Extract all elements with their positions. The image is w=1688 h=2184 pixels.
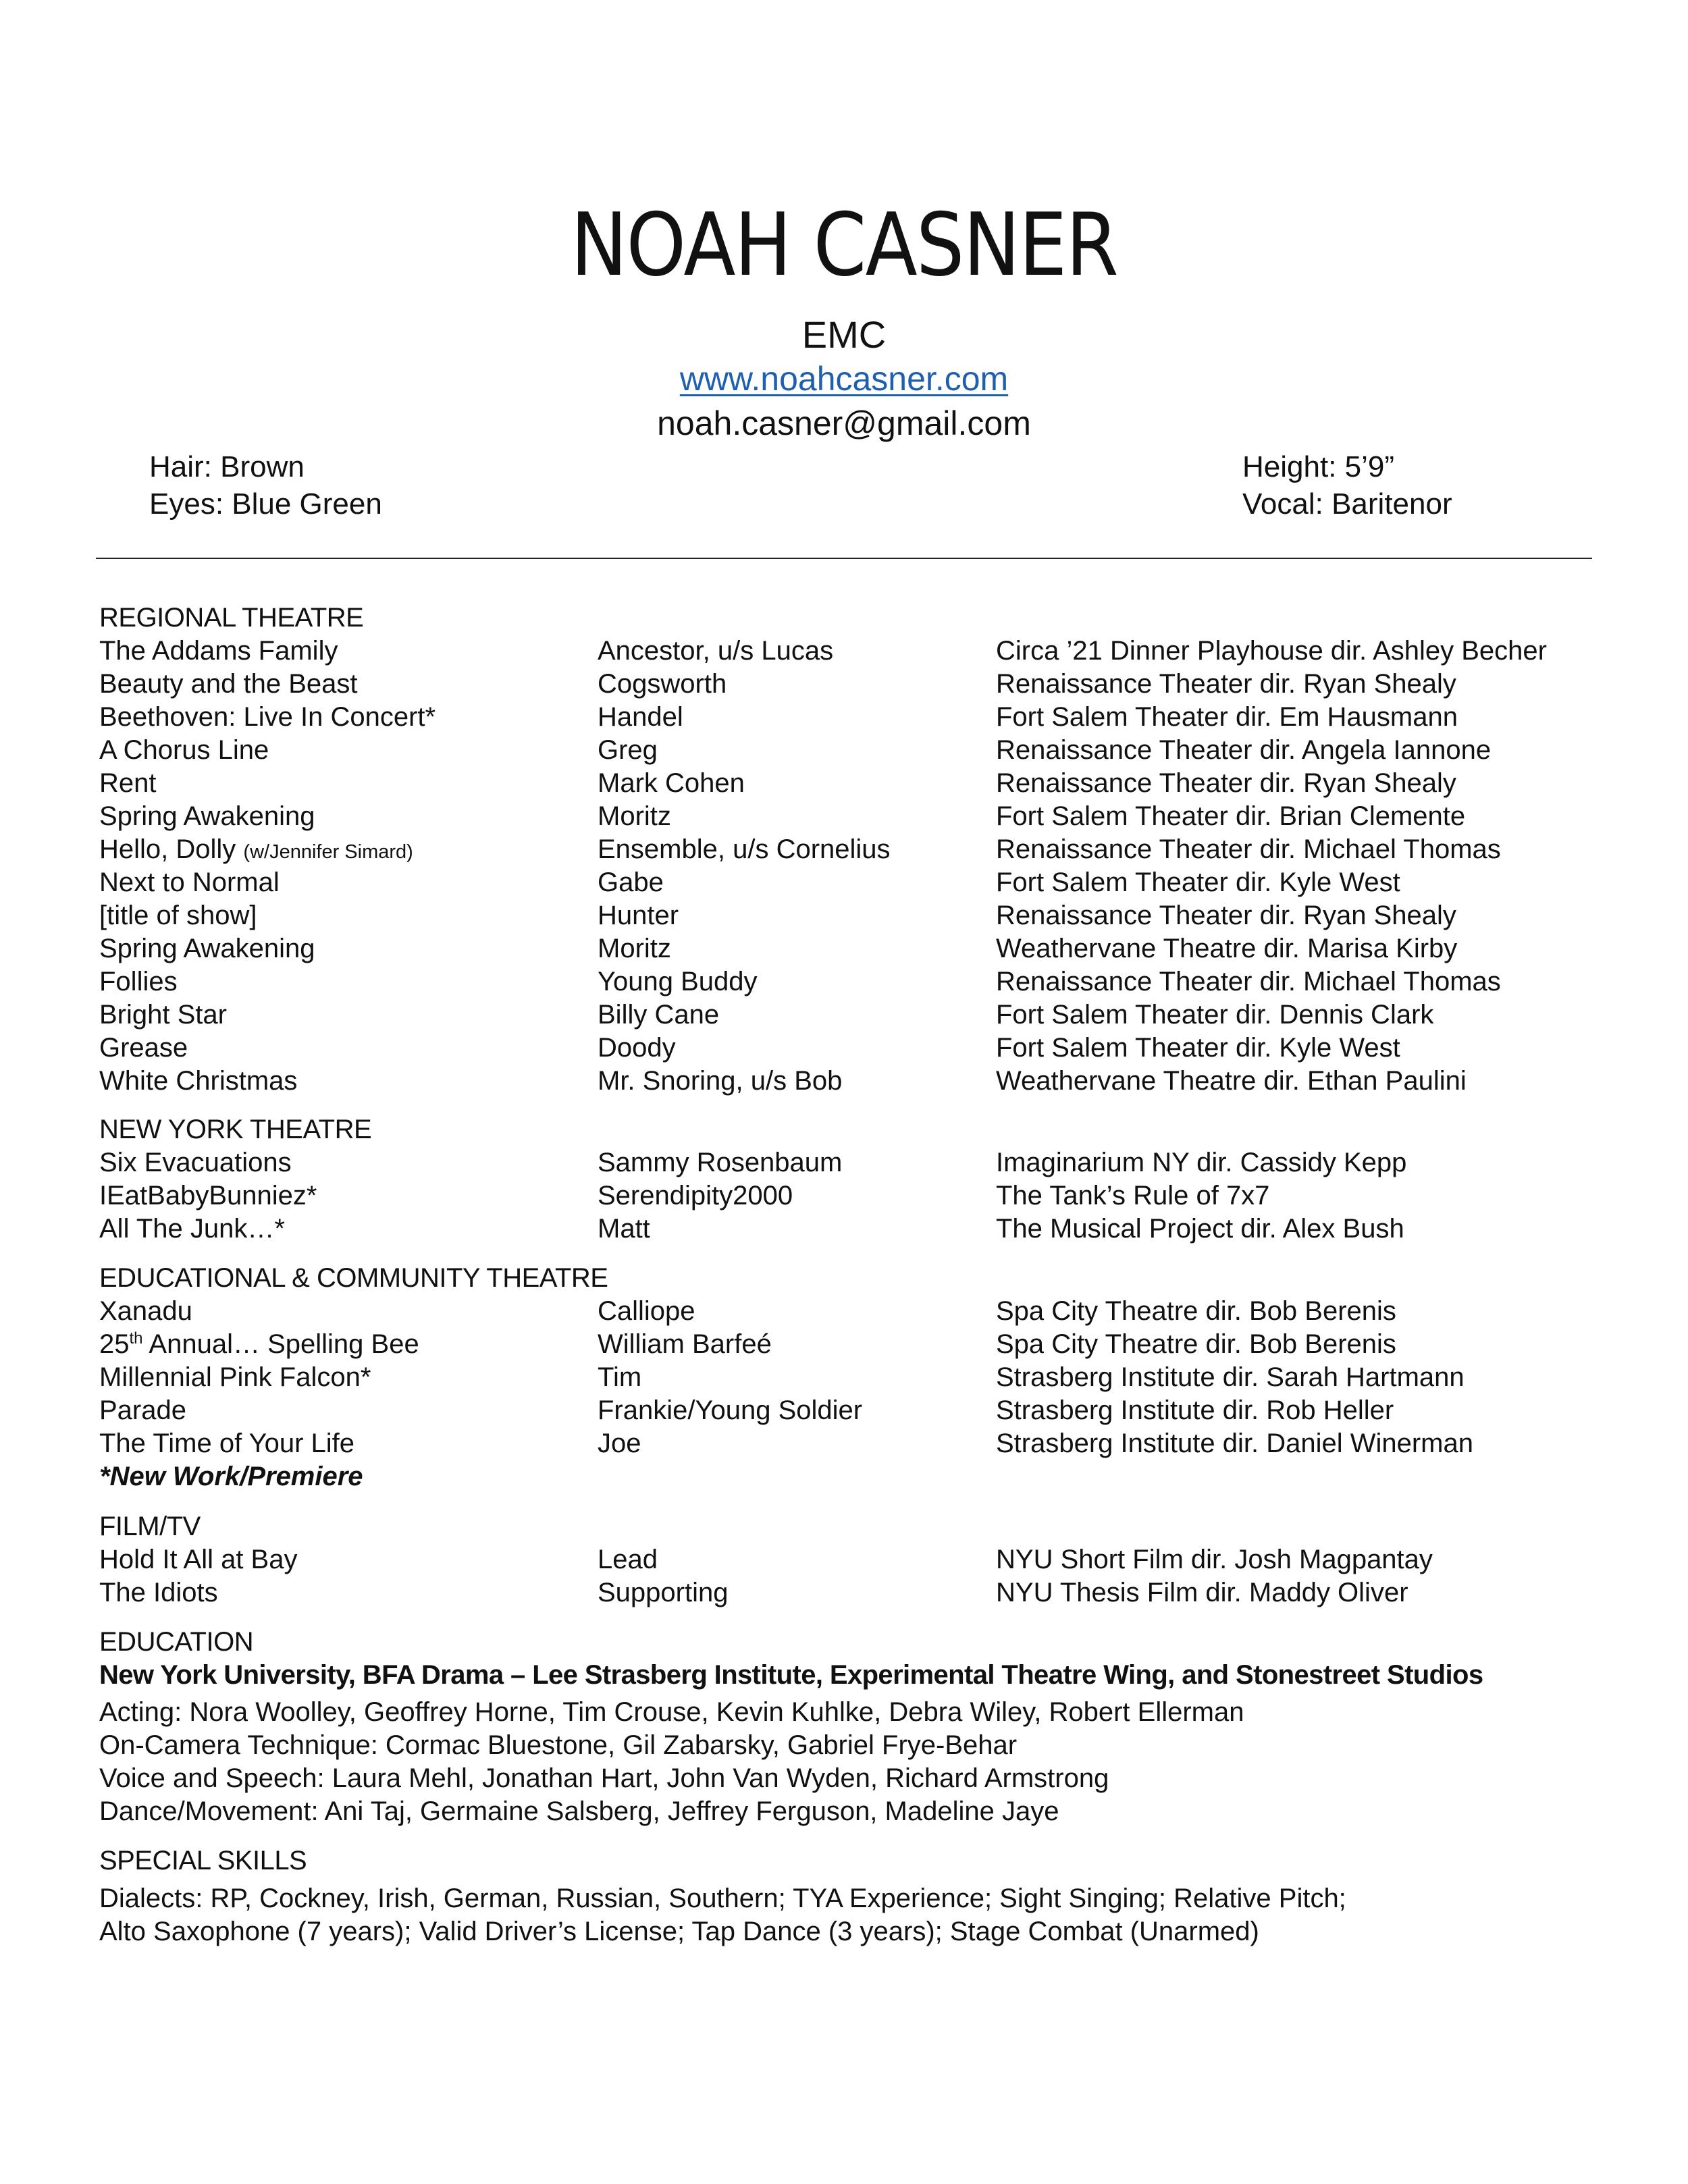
skills-line: Alto Saxophone (7 years); Valid Driver’s License; Tap Dance (3 years); Stage Combat (Unarmed)	[99, 1917, 1259, 1946]
table-row	[0, 637, 1688, 670]
stat-height: Height: 5’9”	[1242, 450, 1395, 483]
credit-role: Cogsworth	[598, 669, 727, 699]
credit-venue: Fort Salem Theater dir. Em Hausmann	[996, 702, 1458, 732]
credit-venue: The Tank’s Rule of 7x7	[996, 1181, 1270, 1210]
credit-show: Grease	[99, 1033, 188, 1063]
credit-venue: Fort Salem Theater dir. Dennis Clark	[996, 1000, 1434, 1030]
credit-venue: Fort Salem Theater dir. Kyle West	[996, 868, 1400, 897]
credit-show: [title of show]	[99, 901, 257, 930]
credit-show: The Addams Family	[99, 636, 338, 666]
credit-role: Mark Cohen	[598, 768, 745, 798]
header-divider	[96, 558, 1592, 559]
credit-venue: Circa ’21 Dinner Playhouse dir. Ashley Becher	[996, 636, 1547, 666]
credit-venue: The Musical Project dir. Alex Bush	[996, 1214, 1404, 1244]
table-row	[0, 1397, 1688, 1430]
education-school: New York University, BFA Drama – Lee Strasberg Institute, Experimental Theatre Wing, and Stonestreet Studios	[99, 1660, 1483, 1690]
credit-venue: Imaginarium NY dir. Cassidy Kepp	[996, 1148, 1407, 1177]
section-title-special-skills: SPECIAL SKILLS	[99, 1846, 307, 1875]
credit-role: Joe	[598, 1429, 641, 1458]
credit-role: Mr. Snoring, u/s Bob	[598, 1066, 843, 1096]
credit-show: Hold It All at Bay	[99, 1545, 298, 1574]
ordinal-suffix: th	[129, 1329, 143, 1348]
credit-role: Supporting	[598, 1578, 729, 1607]
table-row	[0, 869, 1688, 902]
credit-show: Millennial Pink Falcon*	[99, 1362, 371, 1392]
credit-show: A Chorus Line	[99, 735, 269, 765]
credit-role: Doody	[598, 1033, 676, 1063]
table-row	[0, 670, 1688, 703]
credit-venue: NYU Short Film dir. Josh Magpantay	[996, 1545, 1433, 1574]
credit-show: The Time of Your Life	[99, 1429, 355, 1458]
credit-show-number: 25	[99, 1329, 130, 1359]
credit-role: Tim	[598, 1362, 642, 1392]
credit-show: Hello, Dolly	[99, 834, 244, 864]
credit-role: Lead	[598, 1545, 658, 1574]
education-line: Acting: Nora Woolley, Geoffrey Horne, Tim Crouse, Kevin Kuhlke, Debra Wiley, Robert Ellerman	[99, 1697, 1244, 1727]
credit-show: Rent	[99, 768, 157, 798]
credit-venue: Renaissance Theater dir. Ryan Shealy	[996, 901, 1456, 930]
credit-role: Young Buddy	[598, 967, 758, 996]
table-row	[0, 1298, 1688, 1331]
table-row	[0, 1182, 1688, 1215]
table-row	[0, 1034, 1688, 1067]
credit-venue: Renaissance Theater dir. Michael Thomas	[996, 967, 1501, 996]
table-row	[0, 1149, 1688, 1182]
table-row	[0, 1430, 1688, 1463]
credit-show: Spring Awakening	[99, 801, 315, 831]
credit-show: Annual… Spelling Bee	[142, 1329, 419, 1359]
credit-show: Beethoven: Live In Concert*	[99, 702, 436, 732]
credit-role: Ensemble, u/s Cornelius	[598, 834, 891, 864]
table-row	[0, 902, 1688, 935]
actor-name: NOAH CASNER	[570, 195, 1118, 296]
credit-show-ordinal	[99, 1331, 419, 1358]
credit-venue: Fort Salem Theater dir. Kyle West	[996, 1033, 1400, 1063]
credit-venue: Fort Salem Theater dir. Brian Clemente	[996, 801, 1466, 831]
credit-show: Bright Star	[99, 1000, 227, 1030]
table-row	[0, 1331, 1688, 1364]
stat-hair: Hair: Brown	[149, 450, 305, 483]
table-row	[0, 968, 1688, 1001]
credit-show-with-note	[99, 836, 413, 863]
credit-venue: Renaissance Theater dir. Ryan Shealy	[996, 768, 1456, 798]
credit-show-note: (w/Jennifer Simard)	[243, 841, 413, 863]
credit-venue: Strasberg Institute dir. Rob Heller	[996, 1395, 1394, 1425]
section-title-regional: REGIONAL THEATRE	[99, 603, 364, 633]
credit-venue: Weathervane Theatre dir. Marisa Kirby	[996, 934, 1458, 963]
credit-venue: Renaissance Theater dir. Michael Thomas	[996, 834, 1501, 864]
credit-role: Moritz	[598, 934, 671, 963]
credit-role: Ancestor, u/s Lucas	[598, 636, 834, 666]
table-row	[0, 803, 1688, 836]
skills-line: Dialects: RP, Cockney, Irish, German, Russian, Southern; TYA Experience; Sight Singing; Relative Pitch;	[99, 1884, 1346, 1913]
credit-show: Beauty and the Beast	[99, 669, 358, 699]
credit-show: Six Evacuations	[99, 1148, 292, 1177]
education-line: On-Camera Technique: Cormac Bluestone, Gil Zabarsky, Gabriel Frye-Behar	[99, 1730, 1018, 1760]
table-row	[0, 703, 1688, 737]
credit-role: Billy Cane	[598, 1000, 720, 1030]
credit-venue: Renaissance Theater dir. Angela Iannone	[996, 735, 1492, 765]
credit-role: Sammy Rosenbaum	[598, 1148, 843, 1177]
table-row	[0, 770, 1688, 803]
table-row	[0, 737, 1688, 770]
credit-show: Spring Awakening	[99, 934, 315, 963]
credit-role: Frankie/Young Soldier	[598, 1395, 863, 1425]
stat-eyes: Eyes: Blue Green	[149, 487, 382, 521]
union-status: EMC	[801, 313, 887, 356]
credit-show: Parade	[99, 1395, 186, 1425]
credit-role: Calliope	[598, 1296, 695, 1326]
website-link[interactable]: www.noahcasner.com	[679, 360, 1009, 398]
table-row	[0, 1001, 1688, 1034]
credit-show: IEatBabyBunniez*	[99, 1181, 317, 1210]
table-row	[0, 1364, 1688, 1397]
education-line: Voice and Speech: Laura Mehl, Jonathan Hart, John Van Wyden, Richard Armstrong	[99, 1763, 1109, 1793]
table-row	[0, 836, 1688, 869]
credit-role: Hunter	[598, 901, 679, 930]
credit-role: Moritz	[598, 801, 671, 831]
new-work-footnote: *New Work/Premiere	[99, 1462, 363, 1491]
table-row	[0, 1215, 1688, 1248]
table-row	[0, 1579, 1688, 1612]
education-line: Dance/Movement: Ani Taj, Germaine Salsberg, Jeffrey Ferguson, Madeline Jaye	[99, 1796, 1059, 1826]
credit-venue: Strasberg Institute dir. Sarah Hartmann	[996, 1362, 1465, 1392]
table-row	[0, 1067, 1688, 1100]
credit-role: Matt	[598, 1214, 650, 1244]
credit-role: Greg	[598, 735, 658, 765]
credit-show: Xanadu	[99, 1296, 192, 1326]
credit-venue: Strasberg Institute dir. Daniel Winerman	[996, 1429, 1473, 1458]
credit-show: White Christmas	[99, 1066, 298, 1096]
table-row	[0, 1546, 1688, 1579]
credit-role: Gabe	[598, 868, 664, 897]
credit-venue: Spa City Theatre dir. Bob Berenis	[996, 1296, 1396, 1326]
section-title-educational: EDUCATIONAL & COMMUNITY THEATRE	[99, 1263, 608, 1293]
credit-show: Next to Normal	[99, 868, 280, 897]
section-title-new-york: NEW YORK THEATRE	[99, 1115, 372, 1144]
credit-role: Serendipity2000	[598, 1181, 793, 1210]
section-title-film-tv: FILM/TV	[99, 1512, 201, 1541]
table-row	[0, 935, 1688, 968]
credit-role: Handel	[598, 702, 683, 732]
credit-show: Follies	[99, 967, 178, 996]
stat-vocal: Vocal: Baritenor	[1242, 487, 1452, 521]
section-title-education: EDUCATION	[99, 1627, 254, 1657]
credit-role: William Barfeé	[598, 1329, 772, 1359]
credit-show: All The Junk…*	[99, 1214, 285, 1244]
website	[0, 362, 1688, 396]
credit-venue: Renaissance Theater dir. Ryan Shealy	[996, 669, 1456, 699]
credit-show: The Idiots	[99, 1578, 218, 1607]
credit-venue: NYU Thesis Film dir. Maddy Oliver	[996, 1578, 1408, 1607]
credit-venue: Weathervane Theatre dir. Ethan Paulini	[996, 1066, 1467, 1096]
credit-venue: Spa City Theatre dir. Bob Berenis	[996, 1329, 1396, 1359]
email-address: noah.casner@gmail.com	[657, 404, 1031, 442]
